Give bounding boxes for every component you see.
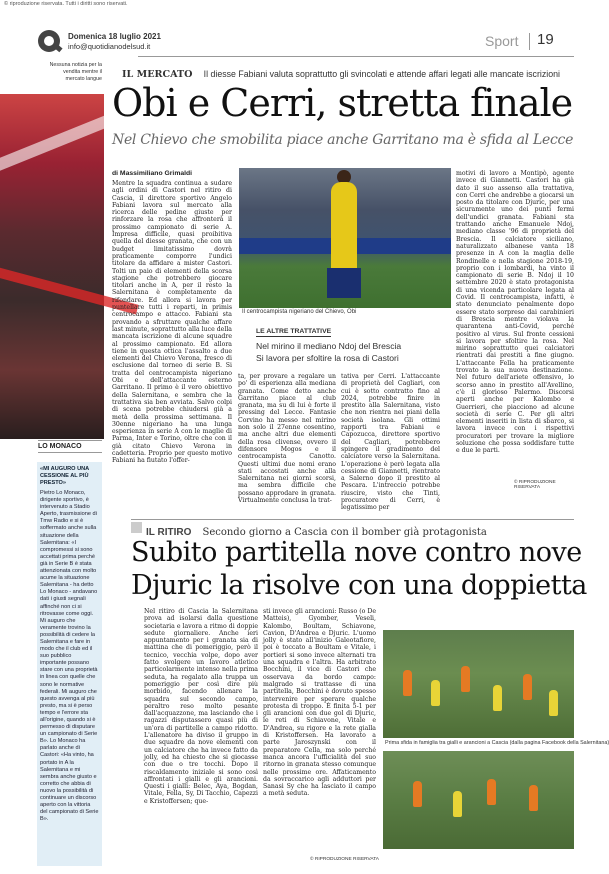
other-deals-label: LE ALTRE TRATTATIVE	[256, 328, 332, 335]
header-rule	[138, 56, 574, 57]
article1-headline: Obi e Cerri, stretta finale	[112, 81, 573, 125]
issue-date: Domenica 18 luglio 2021	[68, 32, 161, 41]
logo-tail	[52, 43, 62, 53]
player-photo-caption: Il centrocampista nigeriano del Chievo, Obi	[242, 309, 357, 315]
article2-headline-line-2: Djuric la risolve con una doppietta	[131, 570, 587, 601]
section-mark-icon	[131, 522, 142, 533]
player-figure	[549, 690, 558, 716]
article2-column-1: Nel ritiro di Cascia la Salernitana prova ad isolarsi dalla questione societaria e lavora a ritmo di doppie sedute giornaliere. Anche ieri appuntamento per i granata sia di mattina che di pomeriggio, però il tecnico, vecchia volpe, dopo aver fatto svolgere un lavoro atletico particolarmente intenso nella prima seduta, ha regalato alla truppa un pomeriggio per così dire più morbido, facendo allenare la squadra sul secondo campo, peraltro reso molto pesante dall'acquazzone, ma lasciando che i ragazzi disputassero quasi più di un'ora di partitelle a campo ridotto. L'allenatore ha diviso il gruppo in due squadre da nove elementi con un calciatore che ha invece fatto da jolly, ed ha chiesto che si giocasse con due o tre tocchi. Dopo il riscaldamento iniziale si sono così affrontati i gialli e gli arancioni. Questi i gialli: Belec, Aya, Bogdan, Vitale, Fella, Sy, Di Tacchio, Capezzi e Kristoffersen; que-	[144, 608, 258, 805]
sidebar-box	[37, 462, 102, 866]
training-photo-caption: Prima sfida in famiglia tra gialli e arancioni a Cascia (dalla pagina Facebook della Salernitana)	[385, 740, 609, 746]
header-divider	[529, 33, 530, 50]
article2-headline-line-1: Subito partitella nove contro nove	[131, 537, 582, 568]
player-figure	[487, 779, 496, 805]
player-figure	[493, 685, 502, 711]
training-photo-top	[383, 630, 574, 738]
sidebar-body: Pietro Lo Monaco, dirigente sportivo, è intervenuto a Stadio Aperto, trasmissione di Tmw Radio e si è soffermato anche sulla situazione della Salernitana: «I compromessi si sono accettati prima perché già in Serie B è stata attenzionata con molto acume la situazione Salernitana - ha detto Lo Monaco - andavano dati i giusti segnali affinché non ci si ritrovasse come oggi. Mi auguro che veramente trovino la possibilità di cedere la Salernitana e fare in modo che il club ed il suo pubblico importante possano stare con una proprietà in linea con quelle che sono le normative federali. Mi auguro che questo avvenga al più presto, ma si è perso tempo e l'errore sta all'origine, quando si è permesso di disputare un campionato di Serie B». Lo Monaco ha parlato anche di Castori: «Ha vinto, ha portato in A la Salernitana e mi sembra anche giusto e corretto che abbia di nuovo la possibilità di continuare un discorso aperto con la vittoria del campionato di Serie B».	[40, 490, 99, 823]
ritiro-text: Secondo giorno a Cascia con il bomber già protagonista	[202, 527, 487, 538]
player-figure	[529, 785, 538, 811]
training-photo-bottom	[383, 751, 574, 849]
fans-photo	[0, 94, 104, 439]
article1-column-3: tativa per Cerri. L'attaccante di proprietà del Cagliari, con cui è sotto contratto fino al 2024, potrebbe finire in prestito alla Salernitana, visto che non rientra nei piani della società isolana. Gli ottimi rapporti tra Fabiani e Capozucca, direttore sportivo del Cagliari, potrebbero spingere il gradimento del calciatore verso la Salernitana. L'operazione è però legata alla cessione di Giannetti, rientrato a Salerno dopo il prestito al Pescara. L'intreccio potrebbe riuscire, visto che Tinti, procuratore di Cerri, è legatissimo per	[341, 373, 440, 512]
article2-headline	[131, 536, 587, 602]
left-photo-caption: LO MONACO	[38, 440, 102, 453]
other-deals-line-1: Nel mirino il mediano Ndoj del Brescia	[256, 341, 402, 351]
player-jersey	[331, 182, 357, 274]
masthead	[38, 30, 574, 56]
copyright-line: © riproduzione riservata. Tutti i diritti sono riservati.	[4, 1, 128, 7]
kicker-text: Il diesse Fabiani valuta soprattutto gli svincolati e attende affari legati alle mancate iscrizioni	[203, 69, 560, 79]
page-number: 19	[537, 31, 554, 48]
player-photo	[239, 168, 451, 308]
player-figure	[431, 680, 440, 706]
sidebar-title: «MI AUGURO UNA CESSIONE AL PIÙ PRESTO»	[40, 466, 89, 486]
photo-ribbon	[0, 108, 127, 172]
other-deals-line-2: Si lavora per sfoltire la rosa di Castori	[256, 353, 399, 363]
article2-copyline: © RIPRODUZIONE RISERVATA	[310, 857, 380, 862]
player-figure	[461, 666, 470, 692]
article1-copyline: © RIPRODUZIONE RISERVATA	[514, 480, 556, 490]
ritiro-label: IL RITIRO	[146, 527, 192, 538]
left-note: Nessuna notizia per la vendita mentre il mercato langue	[49, 62, 102, 82]
article1-kicker	[122, 62, 577, 81]
article1-column-1: Mentre la squadra continua a sudare agli ordini di Castori nel ritiro di Cascia, il direttore sportivo Angelo Fabiani lavora sul mercato alla ricerca delle pedine giuste per rinforzare la rosa che affronterà il prossimo campionato di serie A. Impresa difficile, quasi proibitiva quella del diesse granata, che con un budget limitatissimo dovrà praticamente comporre l'undici titolare da affidare a mister Castori. Tolti un paio di elementi della scorsa stagione che potrebbero giocare titolari anche in A, per il resto la Salernitana è completamente da rifondare. Ed allora si lavora per puntellare tutti i reparti, in primis centrocampo e attacco. Fabiani sta provando a sfruttare qualche affare last minute, soprattutto alla luce della mancata iscrizione di alcune squadre al prossimo campionato. Ed allora tiene in questa ottica l'assalto a due elementi del Chievo Verona, fresco di esclusione dal torneo di serie B. Si tratta del centrocampista nigeriano Obi e dell'attaccante esterno Garritano. Il primo è il vero obiettivo della Salernitana, e sembra che la trattativa sia ben avviata. Salvo colpi di scena potrebbe chiudersi già a metà della prossima settimana. Il 30enne nigeriano ha una lunga esperienza in serie A con le maglie di Parma, Inter e Torino, oltre che con il già citato Chievo Verona in cadetteria. Proprio per questo motivo Fabiani ha fiutato l'offer-	[112, 180, 232, 465]
article1-byline: di Massimiliano Grimaldi	[112, 170, 193, 177]
contact-email: info@quotidianodelsud.it	[68, 42, 151, 51]
kicker-label: IL MERCATO	[122, 69, 193, 80]
article1-subhead: Nel Chievo che smobilita piace anche Garritano ma è sfida al Lecce	[112, 132, 574, 148]
player-figure	[523, 674, 532, 700]
player-figure	[453, 791, 462, 817]
section-name: Sport	[485, 33, 519, 49]
article1-column-2: ta, per provare a regalare un po' di esperienza alla mediana granata. Come detto anche Garritano piace al club granata, ma su di lui è forte il pressing del Lecce. Fantasie Corvino ha messo nel mirino non solo il 27enne cosentino, ma anche altri due elementi della rosa clivense, ovvero il difensore Mogos e il centrocampista Canotto. Questi ultimi due nomi erano stati accostati anche alla Salernitana nei giorni scorsi, ma sembra difficile che possano approdare in granata. Virtualmente conclusa la trat-	[238, 373, 336, 505]
player-figure	[413, 781, 422, 807]
article1-column-4: motivi di lavoro a Montipò, agente invece di Giannetti. Castori ha già dato il suo assenso alla trattativa, con Cerri che andrebbe a giocarsi un posto da titolare con Djuric, per una sicuramente uno dei punti fermi dell'undici granata. Fabiani sta trattando anche Emanuele Ndoj, mediano classe '96 di proprietà del Brescia. Il calciatore siciliano, naturalizzato albanese vanta 18 presenze in A con la maglia delle Rondinelle e nella stagione 2018-19, proprio con i lombardi, ha vinto il campionato di serie B. Ndoj il 10 settembre 2020 è stato protagonista di una vicenda particolare legata al Covid. Il centrocampista, infatti, è stato denunciato penalmente dopo essere stato sorpreso dai carabinieri di Brescia mentre violava la quarantena anti-Covid, perché positivo al virus. Sul fronte cessioni si lavora per sfoltire la rosa. Nel mirino soprattutto quei calciatori rientrati dai prestiti a fine giugno. L'attaccante Fella ha praticamente trovato la sua nuova destinazione. Nel futuro dell'ariete offensivo, lo scorso anno in prestito all'Avellino, c'è il glorioso Palermo. Discorsi aperti anche per Kalombo e Guerrieri, che piacciono ad alcune società di serie C. Per gli altri elementi inseriti in lista di sbarco, si lavora invece con i rispettivi procuratori per trovare la migliore soluzione che possa soddisfare tutte e due le parti.	[456, 170, 574, 455]
player-shorts	[327, 268, 361, 298]
player-figure	[403, 670, 412, 696]
article2-column-2: sti invece gli arancioni: Russo (o De Matteis), Gyomber, Veseli, Kalombo, Boultam, Schiavone, Cavion, D'Andrea e Djuric. L'uomo jolly è stato all'inizio Galeotafiore, poi è toccato a Boultam e Vitale, i portieri si sono invece alternati tra una squadra e l'altra. Ha arbitrato Bocchini, il vice di Castori che osservava da bordo campo: malgrado si trattasse di una partitella, Bocchini è dovuto spesso intervenire per sperare qualche protesta di troppo. È finita 5-1 per gli arancioni con due gol di Djuric, le reti di Schiavone, Vitale e D'Andrea, su rigore e la rete gialla di Kristoffersen. Ha lavorato a parte Jaroszynski con il preparatore Cella, ma solo perché manca ancora l'ufficialità del suo ritorno in granata stesso comunque nelle prossime ore. Affaticamento da sovraccarico agli adduttori per Sanasi Sy che ha lasciato il campo a metà seduta.	[263, 608, 376, 798]
